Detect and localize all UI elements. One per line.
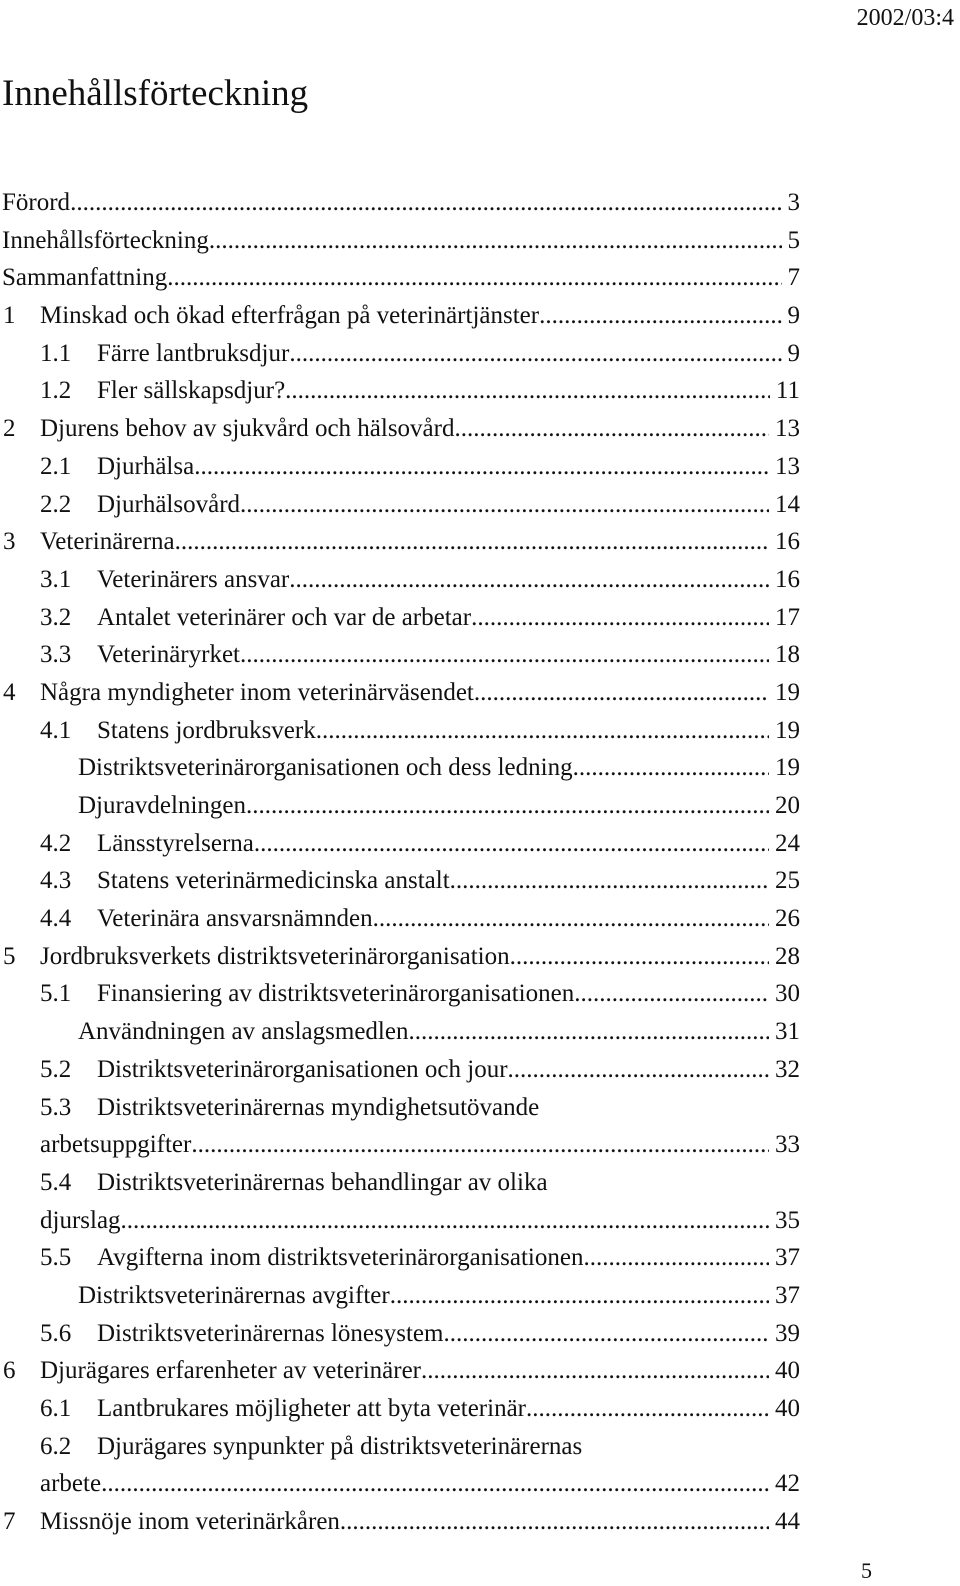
entry-page: 40 bbox=[775, 1395, 800, 1423]
entry-page: 3 bbox=[787, 189, 800, 216]
dot-leader bbox=[209, 222, 782, 260]
toc-entry-chapter-2[interactable] bbox=[0, 410, 800, 448]
entry-page: 31 bbox=[775, 1018, 800, 1046]
dot-leader bbox=[421, 1352, 769, 1390]
entry-title: Distriktsveterinärorganisationen och jour bbox=[97, 1055, 508, 1083]
entry-title: Djurens behov av sjukvård och hälsovård bbox=[40, 415, 455, 443]
dot-leader bbox=[508, 1051, 769, 1089]
entry-number: 1 bbox=[3, 302, 16, 330]
entry-page: 17 bbox=[775, 603, 800, 631]
entry-title: Veterinärerna bbox=[40, 528, 175, 556]
toc-entry-section-5-2[interactable] bbox=[0, 1051, 800, 1089]
entry-number: 1.1 bbox=[40, 339, 72, 367]
entry-number: 5.1 bbox=[40, 980, 72, 1008]
dot-leader bbox=[289, 335, 781, 373]
dot-leader bbox=[121, 1202, 769, 1240]
toc-title: Innehållsförteckning bbox=[2, 73, 309, 114]
dot-leader bbox=[574, 975, 769, 1013]
toc-entry-section-2-2[interactable] bbox=[0, 486, 800, 524]
dot-leader bbox=[450, 862, 769, 900]
entry-number: 4.3 bbox=[40, 867, 72, 895]
entry-title: Veterinärers ansvar bbox=[97, 565, 290, 593]
entry-page: 33 bbox=[775, 1131, 800, 1159]
dot-leader bbox=[191, 1126, 769, 1164]
dot-leader bbox=[70, 184, 781, 222]
entry-page: 20 bbox=[775, 792, 800, 819]
entry-number: 6 bbox=[3, 1357, 16, 1385]
entry-page: 40 bbox=[775, 1357, 800, 1385]
entry-title: Lantbrukares möjligheter att byta veterinär bbox=[97, 1395, 526, 1423]
entry-number: 6.2 bbox=[40, 1432, 72, 1460]
toc-entry-section-1-1[interactable] bbox=[0, 335, 800, 373]
entry-number: 2 bbox=[3, 415, 16, 443]
dot-leader bbox=[443, 1315, 769, 1353]
entry-title: Antalet veterinärer och var de arbetar bbox=[97, 603, 472, 631]
toc-entry-chapter-7[interactable] bbox=[0, 1503, 800, 1541]
toc-entry-section-5-6[interactable] bbox=[0, 1315, 800, 1353]
entry-number: 5 bbox=[3, 942, 16, 970]
dot-leader bbox=[408, 1013, 769, 1051]
entry-number: 5.5 bbox=[40, 1244, 72, 1272]
toc-entry-section-3-2[interactable] bbox=[0, 599, 800, 637]
entry-number: 3.3 bbox=[40, 641, 72, 669]
dot-leader bbox=[454, 410, 769, 448]
entry-page: 16 bbox=[775, 528, 800, 556]
dot-leader bbox=[240, 486, 769, 524]
entry-number: 2.1 bbox=[40, 452, 72, 480]
entry-page: 14 bbox=[775, 490, 800, 518]
dot-leader bbox=[390, 1277, 769, 1315]
entry-title: Innehållsförteckning bbox=[2, 226, 209, 254]
dot-leader bbox=[474, 674, 769, 712]
entry-page: 18 bbox=[775, 641, 800, 669]
toc-entry-innehallsforteckning[interactable] bbox=[0, 222, 800, 260]
entry-number: 3.1 bbox=[40, 565, 72, 593]
entry-number: 4 bbox=[3, 678, 16, 706]
entry-title: Sammanfattning bbox=[2, 264, 168, 292]
toc-entry-section-3-1[interactable] bbox=[0, 561, 800, 599]
entry-page: 9 bbox=[787, 302, 800, 330]
entry-page: 30 bbox=[775, 980, 800, 1008]
dot-leader bbox=[289, 561, 769, 599]
toc-list bbox=[0, 184, 800, 1541]
entry-title: Länsstyrelserna bbox=[97, 829, 254, 857]
entry-page: 19 bbox=[775, 716, 800, 744]
toc-entry-subsection[interactable] bbox=[0, 787, 800, 825]
entry-number: 5.6 bbox=[40, 1319, 72, 1347]
dot-leader bbox=[510, 938, 769, 976]
entry-page: 42 bbox=[775, 1470, 800, 1498]
entry-title: Missnöje inom veterinärkåren bbox=[40, 1508, 340, 1536]
entry-number: 2.2 bbox=[40, 490, 72, 518]
dot-leader bbox=[526, 1390, 769, 1428]
toc-entry-chapter-3[interactable] bbox=[0, 523, 800, 561]
entry-title: arbetsuppgifter bbox=[40, 1131, 192, 1159]
dot-leader bbox=[101, 1465, 769, 1503]
dot-leader bbox=[471, 599, 769, 637]
entry-title: Fler sällskapsdjur? bbox=[97, 377, 286, 405]
toc-entry-chapter-5[interactable] bbox=[0, 938, 800, 976]
toc-entry-chapter-6[interactable] bbox=[0, 1352, 800, 1390]
entry-number: 5.3 bbox=[40, 1093, 72, 1121]
toc-entry-subsection[interactable] bbox=[0, 1277, 800, 1315]
entry-title: Djurägares erfarenheter av veterinärer bbox=[40, 1357, 421, 1385]
entry-title: Veterinära ansvarsnämnden bbox=[97, 905, 373, 933]
toc-entry-forord[interactable] bbox=[0, 184, 800, 222]
dot-leader bbox=[175, 523, 769, 561]
toc-entry-section-3-3[interactable] bbox=[0, 636, 800, 674]
entry-title: Finansiering av distriktsveterinärorganisationen bbox=[97, 980, 575, 1008]
entry-page: 19 bbox=[775, 678, 800, 706]
header-document-ref: 2002/03:4 bbox=[856, 5, 954, 31]
entry-page: 25 bbox=[775, 867, 800, 895]
toc-entry-subsection[interactable] bbox=[0, 1013, 800, 1051]
entry-title: Minskad och ökad efterfrågan på veterinärtjänster bbox=[40, 302, 540, 330]
entry-title: Statens jordbruksverk bbox=[97, 716, 316, 744]
entry-title: Avgifterna inom distriktsveterinärorganisationen bbox=[97, 1244, 584, 1272]
entry-number: 5.2 bbox=[40, 1055, 72, 1083]
entry-title: Djuravdelningen bbox=[78, 792, 247, 819]
entry-title: Användningen av anslagsmedlen bbox=[78, 1018, 409, 1046]
entry-number: 7 bbox=[3, 1508, 16, 1536]
entry-page: 16 bbox=[775, 565, 800, 593]
entry-title: Djurhälsa bbox=[97, 452, 195, 480]
entry-page: 37 bbox=[775, 1281, 800, 1309]
entry-page: 11 bbox=[775, 377, 800, 405]
dot-leader bbox=[246, 787, 769, 825]
toc-entry-section-6-1[interactable] bbox=[0, 1390, 800, 1428]
toc-entry-sammanfattning[interactable] bbox=[0, 259, 800, 297]
entry-title: arbete bbox=[40, 1470, 102, 1498]
toc-entry-section-1-2[interactable] bbox=[0, 372, 800, 410]
entry-title-line1: Distriktsveterinärernas behandlingar av olika bbox=[97, 1168, 548, 1196]
dot-leader bbox=[254, 825, 769, 863]
entry-page: 37 bbox=[775, 1244, 800, 1272]
entry-title: Veterinäryrket bbox=[97, 641, 240, 669]
toc-entry-section-4-2[interactable] bbox=[0, 825, 800, 863]
entry-page: 13 bbox=[775, 452, 800, 480]
entry-title: Distriktsveterinärernas lönesystem bbox=[97, 1319, 444, 1347]
dot-leader bbox=[194, 448, 769, 486]
toc-entry-subsection[interactable] bbox=[0, 749, 800, 787]
entry-title: Förord bbox=[2, 189, 71, 216]
toc-entry-section-4-1[interactable] bbox=[0, 712, 800, 750]
entry-page: 19 bbox=[775, 754, 800, 782]
entry-title: Distriktsveterinärernas avgifter bbox=[78, 1281, 390, 1309]
toc-entry-section-6-2[interactable] bbox=[0, 1428, 800, 1503]
toc-entry-section-4-3[interactable] bbox=[0, 862, 800, 900]
toc-entry-section-5-4[interactable] bbox=[0, 1164, 800, 1239]
entry-page: 9 bbox=[787, 339, 800, 367]
entry-number: 3 bbox=[3, 528, 16, 556]
entry-title: Djurhälsovård bbox=[97, 490, 241, 518]
entry-page: 44 bbox=[775, 1508, 800, 1536]
toc-entry-section-5-1[interactable] bbox=[0, 975, 800, 1013]
entry-title: Distriktsveterinärorganisationen och dess ledning bbox=[78, 754, 573, 782]
entry-page: 35 bbox=[775, 1206, 800, 1234]
dot-leader bbox=[285, 372, 770, 410]
toc-entry-chapter-1[interactable] bbox=[0, 297, 800, 335]
toc-entry-section-5-3[interactable] bbox=[0, 1089, 800, 1164]
dot-leader bbox=[573, 749, 769, 787]
dot-leader bbox=[240, 636, 769, 674]
dot-leader bbox=[583, 1239, 769, 1277]
entry-title: Jordbruksverkets distriktsveterinärorganisation bbox=[40, 942, 510, 970]
dot-leader bbox=[167, 259, 781, 297]
entry-page: 39 bbox=[775, 1319, 800, 1347]
dot-leader bbox=[539, 297, 781, 335]
entry-number: 6.1 bbox=[40, 1395, 72, 1423]
toc-entry-section-5-5[interactable] bbox=[0, 1239, 800, 1277]
entry-page: 24 bbox=[775, 829, 800, 857]
entry-number: 5.4 bbox=[40, 1168, 72, 1196]
toc-entry-section-2-1[interactable] bbox=[0, 448, 800, 486]
toc-entry-chapter-4[interactable] bbox=[0, 674, 800, 712]
entry-number: 3.2 bbox=[40, 603, 72, 631]
entry-page: 26 bbox=[775, 905, 800, 933]
entry-page: 32 bbox=[775, 1055, 800, 1083]
entry-number: 1.2 bbox=[40, 377, 72, 405]
entry-page: 13 bbox=[775, 415, 800, 443]
entry-title-line1: Djurägares synpunkter på distriktsveterinärernas bbox=[97, 1432, 583, 1460]
entry-page: 28 bbox=[775, 942, 800, 970]
entry-title: Statens veterinärmedicinska anstalt bbox=[97, 867, 450, 895]
entry-page: 7 bbox=[787, 264, 800, 292]
entry-number: 4.1 bbox=[40, 716, 72, 744]
entry-page: 5 bbox=[787, 226, 800, 254]
dot-leader bbox=[373, 900, 769, 938]
dot-leader bbox=[340, 1503, 769, 1541]
entry-number: 4.4 bbox=[40, 905, 72, 933]
entry-title: djurslag bbox=[40, 1206, 121, 1234]
page-number: 5 bbox=[861, 1558, 872, 1583]
dot-leader bbox=[316, 712, 769, 750]
entry-title: Några myndigheter inom veterinärväsendet bbox=[40, 678, 474, 706]
entry-number: 4.2 bbox=[40, 829, 72, 857]
entry-title-line1: Distriktsveterinärernas myndighetsutövande bbox=[97, 1093, 540, 1121]
entry-title: Färre lantbruksdjur bbox=[97, 339, 290, 367]
toc-entry-section-4-4[interactable] bbox=[0, 900, 800, 938]
